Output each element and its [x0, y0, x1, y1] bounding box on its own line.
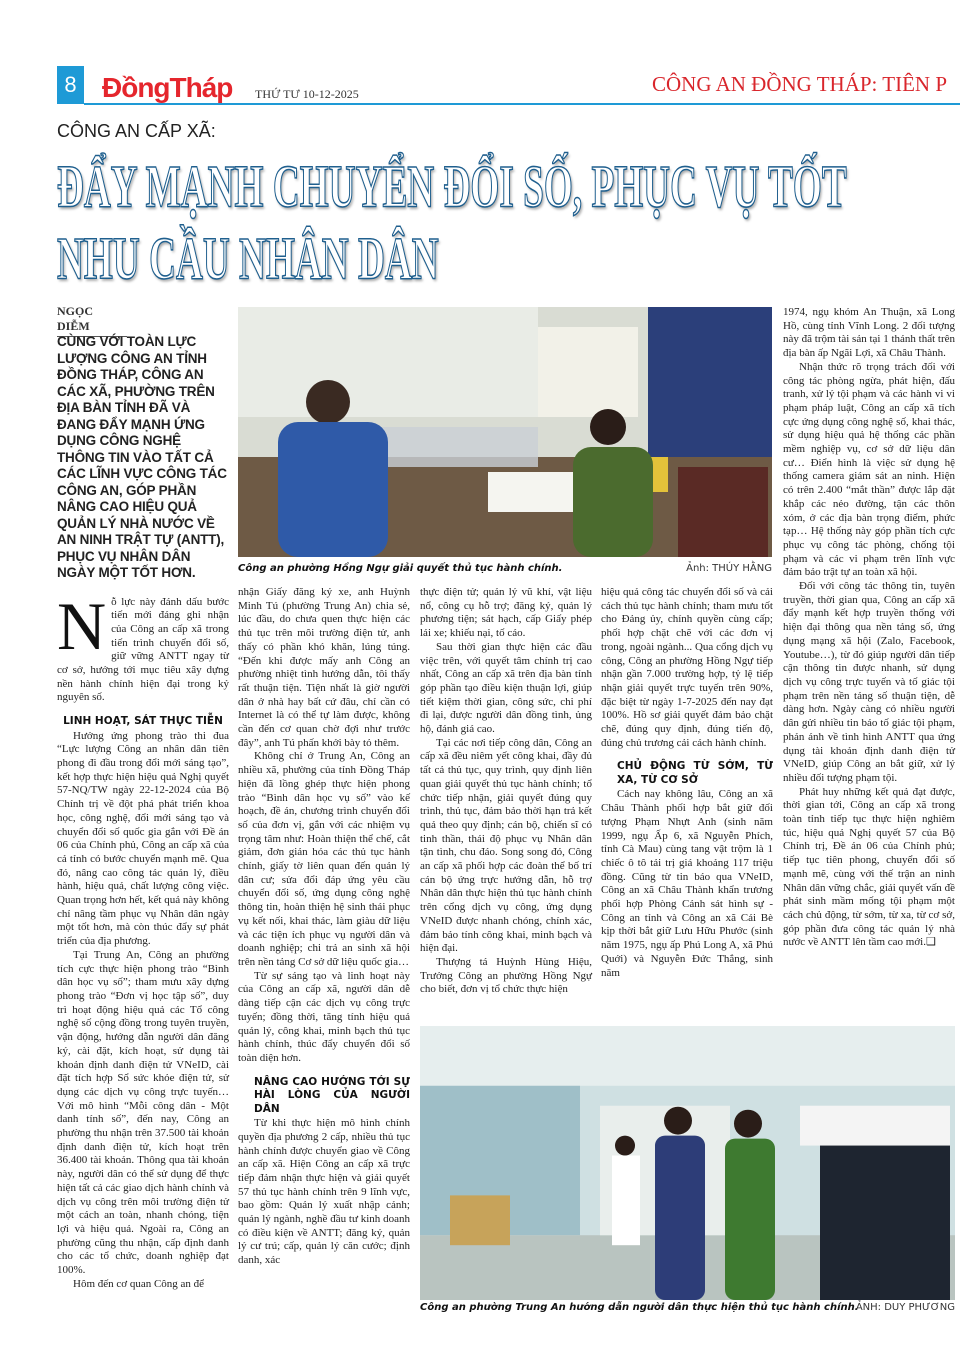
subheading: NÂNG CAO HƯỚNG TỚI SỰ HÀI LÒNG CỦA NGƯỜI DÂN	[254, 1075, 410, 1115]
text-column-4	[601, 586, 773, 980]
paragraph: Tại Trung An, Công an phường tích cực thực hiện phong trào “Bình dân học vụ số”; tham mưu xây dựng phong trào “Đơn vị học tập số”, duy trì hoạt động hiệu quả các Tổ công nghệ số cộng đồng trong tuyên truyền, vận động, hướng dẫn người dân đăng ký, cài đặt, kích hoạt, sử dụng tài khoản định danh điện tử VNeID, cài đặt tích hợp Sổ sức khỏe điện tử, sử dụng các dịch vụ công trực tuyến… Với mô hình “Mỗi công dân - Một danh tính số”, đến nay, Công an phường thu nhận trên 37.500 tài khoản định danh điện tử, kích hoạt trên 36.400 tài khoản. Thông qua tài khoản này, người dân có thể sử dụng để thực hiện tất cả các giao dịch hành chính và dịch vụ công trên môi trường điện tử một cách an toàn, nhanh chóng, tiện lợi và hiệu quả. Ngoài ra, Công an phường cũng thu nhận, cấp định danh cho các tổ chức, doanh nghiệp đạt 100%.	[57, 948, 229, 1277]
paragraph: Không chỉ ở Trung An, Công an nhiều xã, phường của tỉnh Đồng Tháp hiện đã lồng ghép thực hiện phong trào “Bình dân học vụ số” vào kế hoạch, đề án, chương trình chuyển đổi số của đơn vị, gắn với các nhiệm vụ trọng tâm như: Hoàn thiện thể chế, cắt giảm, đơn giản hóa các thủ tục hành chính, giấy tờ liên quan đến quản lý dân cư; sửa đổi đáp ứng yêu cầu chuyển đổi số, ứng dụng công nghệ thông tin, hoàn thiện hệ sinh thái phục vụ kết nối, khai thác, làm giàu dữ liệu và các tiện ích phục vụ người dân và doanh nghiệp; chi trả an sinh xã hội trên nền tảng Cơ sở dữ liệu quốc gia…	[238, 750, 410, 968]
photo-2-caption: Công an phường Trung An hướng dẫn người dân thực hiện thủ tục hành chính.	[420, 1302, 859, 1313]
byline: NGỌC DIỄM	[57, 304, 127, 337]
text-column-3	[420, 586, 592, 997]
paragraph: Từ sự sáng tạo và linh hoạt này của Công an cấp xã, người dân dễ dàng tiếp cận các dịch vụ công trực tuyến; đồng thời, tăng tính hiệu quả quản lý, công khai, minh bạch thủ tục hành chính, thúc đẩy chuyển đổi số toàn diện hơn.	[238, 969, 410, 1064]
section-title: CÔNG AN ĐỒNG THÁP: TIÊN P	[652, 72, 947, 96]
paragraph	[783, 786, 955, 950]
paragraph: hiệu quả công tác chuyển đổi số và cải cách thủ tục hành chính; tham mưu tốt cho Đảng ủy, chính quyền cùng cấp; phối hợp chặt chẽ với các đơn vị trong, ngoài ngành... Qua cổng dịch vụ công, Công an phường Hồng Ngự tiếp nhận gần 7.000 trường hợp, tỷ lệ tiếp nhận giải quyết trực tuyến trên 90%, đặc biệt từ ngày 1-7-2025 đến nay đạt 100%. Hồ sơ giải quyết đảm bảo chặt chẽ, đúng quy định, đúng tiến độ, đúng chủ trương cải cách hành chính.	[601, 586, 773, 749]
paragraph-text: ỗ lực này đánh dấu bước tiến mới đáng ghi nhận của Công an cấp xã trong tiến trình chuyển đổi số, giữ vững ANTT ngay từ cơ sở, hướng tới mục tiêu xây dựng nền hành chính hiện đại trong kỷ nguyên số.	[57, 595, 229, 704]
headline-line-2: NHU CẦU NHÂN DÂN	[57, 224, 439, 292]
photo-1-caption: Công an phường Hồng Ngự giải quyết thủ tục hành chính.	[238, 563, 563, 574]
paragraph: Từ khi thực hiện mô hình chính quyền địa phương 2 cấp, nhiều thủ tục hành chính được chuyển giao về Công an cấp xã. Hiện Công an cấp xã trực tiếp đảm nhận thực hiện và giải quyết 57 thủ tục hành chính trên 9 lĩnh vực, bao gồm: Quản lý xuất nhập cảnh; quản lý ngành, nghề đầu tư kinh doanh có điều kiện về ANTT; đăng ký, quản lý cư trú; cấp, quản lý căn cước; định danh, xác	[238, 1117, 410, 1267]
paragraph: Sau thời gian thực hiện các đầu việc trên, với quyết tâm chính trị cao nhất, Công an cấp xã trên địa bàn tỉnh góp phần tạo điều kiện thuận lợi, giúp tiết kiệm thời gian, công sức, chi phí đi lại, được người dân đồng tình, ủng hộ, đánh giá cao.	[420, 640, 592, 736]
paragraph: Tại các nơi tiếp công dân, Công an cấp xã đều niêm yết công khai, đầy đủ tất cả thủ tục, quy trình, quy định liên quan giải quyết thủ tục hành chính; tổ chức tiếp nhận, giải quyết đúng quy trình, thủ tục, đảm bảo thời hạn trả kết quả theo quy định; cán bộ, chiến sĩ có tinh thần, thái độ phục vụ Nhân dân tận tình, chu đáo. Song song đó, Công an cấp xã phối hợp các đoàn thể bố trí cán bộ ứng trực hướng dẫn, hỗ trợ Nhân dân thực hiện thủ tục hành chính trên cổng dịch vụ công, ứng dụng VNeID được nhanh chóng, chính xác, đảm bảo tính công khai, minh bạch và hiện đại.	[420, 736, 592, 955]
page-number: 8	[57, 66, 84, 104]
paragraph: Hôm đến cơ quan Công an để	[73, 1277, 205, 1290]
photo-2-credit: ẢNH: DUY PHƯƠNG	[855, 1302, 955, 1313]
paragraph-text: Phát huy những kết quả đạt được, thời gian tới, Công an cấp xã trong toàn tỉnh tiếp tục thực hiện nghiêm túc, hiệu quả Nghị quyết 57 của Bộ Chính trị, Đề án 06 của Chính phủ; tiếp tục tiên phong, chuyển đổi số mạnh mẽ, cùng với thế trận an ninh Nhân dân vững chắc, giải quyết vấn đề phát sinh mầm mống tội phạm một cách chủ động, từ sớm, từ xa, từ cơ sở, góp phần đưa công tác quản lý nhà nước về ANTT lên tầm cao mới.	[783, 785, 955, 949]
end-mark-icon: ❑	[925, 936, 936, 949]
paragraph: Hưởng ứng phong trào thi đua “Lực lượng Công an nhân dân tiên phong đi đầu trong đổi mới sáng tạo”, kết hợp thực hiện hiệu quả Nghị quyết 57-NQ/TW ngày 22-12-2024 của Bộ Chính trị về đột phá phát triển khoa học, công nghệ, đổi mới sáng tạo và chuyển đổi số quốc gia gắn với Đề án 06 của Chính phủ, Công an cấp xã của cả tỉnh có bước chuyển mạnh mẽ. Qua đó, nâng cao công tác quản lý, điều hành, hiệu quả, chất lượng công việc. Quan trọng hơn hết, kết quả này không chỉ nâng tầm phục vụ Nhân dân ngày một tốt hơn, mà còn thúc đẩy sự phát triển của địa phương.	[57, 729, 230, 948]
paragraph	[57, 587, 229, 706]
text-column-2	[238, 586, 410, 1268]
article-kicker: CÔNG AN CẤP XÃ:	[57, 121, 216, 141]
header-divider	[84, 103, 960, 105]
paragraph: Cách nay không lâu, Công an xã Châu Thành phối hợp bắt giữ đối tượng Phạm Nhựt Anh (sinh năm 1999, ngụ Ấp 6, xã Nguyễn Phích, tỉnh Cà Mau) cùng tang vật trộm là 1 chiếc ô tô tải trị giá khoảng 117 triệu đồng. Cũng từ tin báo qua VNeID, Công an xã Châu Thành khẩn trương phối hợp Phòng Cảnh sát hình sự - Công an tỉnh và Công an xã Cái Bè kịp thời bắt giữ Lưu Hữu Phước (sinh năm 1975, ngụ ấp Phú Long A, xã Phú Quới) và Nguyễn Đức Thắng, sinh năm	[601, 788, 773, 979]
issue-date: THỨ TƯ 10-12-2025	[255, 87, 359, 101]
headline-line-1: ĐẨY MẠNH CHUYỂN ĐỔI SỐ, PHỤC VỤ TỐT	[57, 152, 847, 220]
paragraph: Nhận thức rõ trọng trách đối với công tác phòng ngừa, phát hiện, đấu tranh, xử lý tội phạm và các hành vi vi phạm pháp luật, Công an cấp xã tích cực ứng dụng công nghệ số, khai thác, sử dụng hiệu quả hệ thống các phần mềm nghiệp vụ, cơ sở dữ liệu dân cư… Điển hình là việc sử dụng hệ thống camera giám sát an ninh. Hiện có trên 2.400 “mắt thần” được lắp đặt khắp các nẻo đường, tận các thôn xóm, ở các địa bàn trọng điểm, phức tạp… Hệ thống này góp phần tích cực phục vụ công tác phòng, chống tội phạm và các vi phạm trên lĩnh vực đảm bảo trật tự an toàn xã hội.	[783, 360, 955, 579]
subheading: CHỦ ĐỘNG TỪ SỚM, TỪ XA, TỪ CƠ SỞ	[617, 760, 773, 786]
paragraph: Thượng tá Huỳnh Hùng Hiệu, Trưởng Công an phường Hồng Ngự cho biết, đơn vị tổ chức thực hiện	[420, 955, 592, 996]
text-column-5	[783, 306, 955, 950]
paragraph: nhận Giấy đăng ký xe, anh Huỳnh Minh Tú (phường Trung An) chia sẻ, lúc đầu, do chưa quen thực hiện các thủ tục trên môi trường điện tử, anh thấy có phần khó khăn, lúng túng. “Đến khi được mấy anh Công an phường nhiệt tình hướng dẫn, tôi thấy rất thuận tiện. Tiện nhất là giờ người dân ở nhà hay bất cứ đâu, chỉ cần có Internet là có thể tự làm được, không cần đến cơ quan chờ đợi như trước đây”, anh Tú phấn khởi bày tỏ thêm.	[238, 586, 410, 749]
text-column-1	[57, 587, 230, 1292]
subheading: LINH HOẠT, SÁT THỰC TIỄN	[63, 715, 223, 728]
paragraph: Đối với công tác thông tin, tuyên truyền, thời gian qua, Công an cấp xã đẩy mạnh kết hợp truyền thống với hiện đại thông qua nền tảng số, ứng dụng mạng xã hội (Zalo, Facebook, Youtube…), từ đó giúp người dân tiếp cận thông tin được nhanh, sử dụng dịch vụ công trực tuyến và tố giác tội phạm trên nền tảng số thuận tiện, dễ dàng hơn. Ngày càng có nhiều người dân gửi nhiều tin báo tố giác tội phạm, phản ánh về tình hình ANTT qua ứng dụng tài khoản định danh điện tử VNeID, giúp Công an bắt giữ, xử lý nhiều đối tượng phạm tội.	[783, 580, 955, 784]
drop-cap: N	[57, 587, 107, 664]
left-column-flow	[57, 334, 229, 1291]
newspaper-logo: ĐồngTháp	[102, 72, 233, 103]
paragraph: thực điện tử; quản lý vũ khí, vật liệu nổ, công cụ hỗ trợ; đăng ký, quản lý phương tiện; sát hạch, cấp Giấy phép lái xe; khiếu nại, tố cáo.	[420, 586, 592, 640]
paragraph: 1974, ngụ khóm An Thuận, xã Long Hồ, cùng tỉnh Vĩnh Long. 2 đối tượng này đã trộm tài sản tại 1 thánh thất trên địa bàn ấp Ngãi Lợi, xã Châu Thành.	[783, 306, 955, 360]
photo-1-credit: Ảnh: THÚY HẰNG	[686, 563, 772, 574]
lead-paragraph: CÙNG VỚI TOÀN LỰC LƯỢNG CÔNG AN TỈNH ĐỒNG THÁP, CÔNG AN CÁC XÃ, PHƯỜNG TRÊN ĐỊA BÀN TỈNH ĐÃ VÀ ĐANG ĐẨY MẠNH ỨNG DỤNG CÔNG NGHỆ THÔNG TIN VÀO TẤT CẢ CÁC LĨNH VỰC CÔNG TÁC CÔNG AN, GÓP PHẦN NÂNG CAO HIỆU QUẢ QUẢN LÝ NHÀ NƯỚC VỀ AN NINH TRẬT TỰ (ANTT), PHỤC VỤ NHÂN DÂN NGÀY MỘT TỐT HƠN.	[57, 334, 227, 580]
photo-trung-an-office	[420, 1026, 955, 1300]
photo-hong-ngu-office	[238, 307, 772, 557]
